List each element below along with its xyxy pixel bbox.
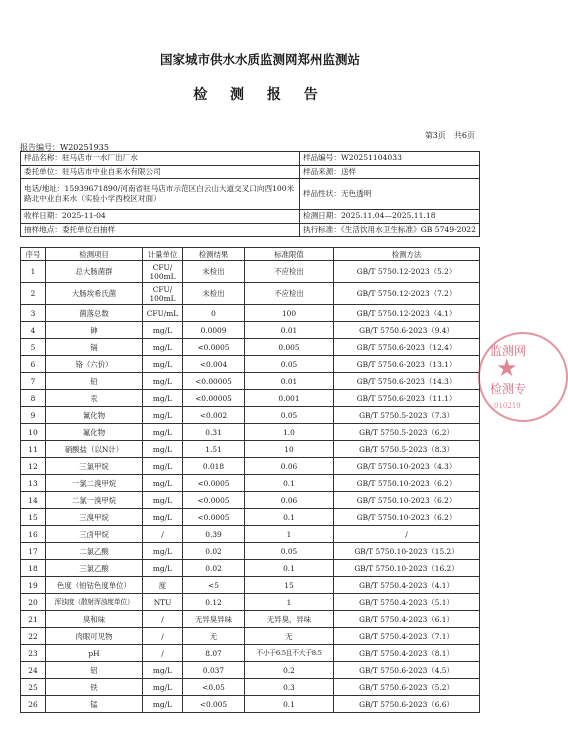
cell-result: 无 (183, 628, 245, 645)
org-title: 国家城市供水水质监测网郑州监测站 (159, 52, 360, 67)
cell-result: 0.02 (183, 560, 245, 577)
cell-item: 铝 (46, 662, 143, 679)
cell-no: 22 (21, 628, 46, 645)
cell-result: <0.0005 (183, 339, 245, 356)
cell-unit: mg/L (143, 458, 183, 475)
cell-unit: mg/L (143, 373, 183, 390)
table-row (21, 662, 480, 679)
cell-unit: CFU/ 100mL (143, 283, 183, 305)
sample-number: 样品编号：W20251104033 (300, 152, 480, 166)
cell-unit: mg/L (143, 475, 183, 492)
cell-no: 10 (21, 424, 46, 441)
page-number: 第3页 共6页 (424, 131, 475, 140)
cell-limit: 1 (245, 526, 334, 543)
cell-method: GB/T 5750.6-2023（6.6） (334, 696, 480, 713)
cell-unit: mg/L (143, 322, 183, 339)
cell-result: 1.51 (183, 441, 245, 458)
table-row (21, 441, 480, 458)
table-row (21, 261, 480, 283)
cell-method: GB/T 5750.6-2023（5.2） (334, 679, 480, 696)
cell-item: 铁 (46, 679, 143, 696)
cell-method: GB/T 5750.12-2023（7.2） (334, 283, 480, 305)
cell-result: <0.05 (183, 679, 245, 696)
client: 委托单位：驻马店市中业自来水有限公司 (21, 165, 300, 179)
cell-result: 0.31 (183, 424, 245, 441)
cell-no: 24 (21, 662, 46, 679)
cell-unit: CFU/ 100mL (143, 261, 183, 283)
cell-method: GB/T 5750.6-2023（12.4） (334, 339, 480, 356)
star-icon: ★ (496, 354, 518, 382)
cell-method: GB/T 5750.12-2023（5.2） (334, 261, 480, 283)
cell-item: 肉眼可见物 (46, 628, 143, 645)
cell-item: 大肠埃希氏菌 (46, 283, 143, 305)
cell-method: GB/T 5750.10-2023（15.2） (334, 543, 480, 560)
table-row (21, 543, 480, 560)
cell-limit: 无 (245, 628, 334, 645)
table-row (21, 492, 480, 509)
cell-method: GB/T 5750.6-2023（11.1） (334, 390, 480, 407)
cell-limit: 10 (245, 441, 334, 458)
cell-result: 0.018 (183, 458, 245, 475)
cell-item: 三卤甲烷 (46, 526, 143, 543)
cell-method: GB/T 5750.6-2023（14.3） (334, 373, 480, 390)
cell-method: GB/T 5750.6-2023（9.4） (334, 322, 480, 339)
cell-item: 铅 (46, 373, 143, 390)
cell-no: 20 (21, 594, 46, 611)
cell-no: 3 (21, 305, 46, 322)
sampling-location: 抽样地点：委托单位自抽样 (21, 223, 300, 237)
table-row (21, 356, 480, 373)
cell-no: 7 (21, 373, 46, 390)
cell-limit: 0.06 (245, 458, 334, 475)
cell-method: GB/T 5750.4-2023（8.1） (334, 645, 480, 662)
cell-item: 菌落总数 (46, 305, 143, 322)
col-header-item: 检测项目 (46, 248, 143, 261)
table-row (21, 679, 480, 696)
cell-item: 二氯一溴甲烷 (46, 492, 143, 509)
stamp-top-text: 监测网 (490, 344, 527, 358)
cell-method: GB/T 5750.10-2023（6.2） (334, 475, 480, 492)
cell-method: GB/T 5750.6-2023（13.1） (334, 356, 480, 373)
table-row (21, 407, 480, 424)
table-row (21, 645, 480, 662)
cell-limit: 100 (245, 305, 334, 322)
col-header-unit: 计量单位 (143, 248, 183, 261)
col-header-no: 序号 (21, 248, 46, 261)
cell-item: 总大肠菌群 (46, 261, 143, 283)
cell-limit: 不应检出 (245, 261, 334, 283)
cell-result: 未检出 (183, 261, 245, 283)
cell-item: 汞 (46, 390, 143, 407)
table-row (21, 305, 480, 322)
cell-no: 19 (21, 577, 46, 594)
cell-method: GB/T 5750.10-2023（16.2） (334, 560, 480, 577)
cell-method: GB/T 5750.4-2023（5.1） (334, 594, 480, 611)
cell-item: 铬（六价） (46, 356, 143, 373)
cell-method: GB/T 5750.4-2023（4.1） (334, 577, 480, 594)
cell-no: 4 (21, 322, 46, 339)
cell-unit: mg/L (143, 390, 183, 407)
cell-unit: mg/L (143, 662, 183, 679)
cell-item: 镉 (46, 339, 143, 356)
cell-limit: 不小于6.5且不大于8.5 (245, 645, 334, 662)
sample-nature: 样品性状：无色透明 (300, 179, 480, 210)
cell-method: GB/T 5750.10-2023（4.3） (334, 458, 480, 475)
cell-result: 8.07 (183, 645, 245, 662)
cell-result: <0.005 (183, 696, 245, 713)
cell-result: <0.00005 (183, 373, 245, 390)
cell-result: <0.0005 (183, 509, 245, 526)
cell-result: <0.00005 (183, 390, 245, 407)
cell-result: 0.39 (183, 526, 245, 543)
table-row (21, 339, 480, 356)
cell-no: 18 (21, 560, 46, 577)
cell-item: 三氯甲烷 (46, 458, 143, 475)
cell-limit: 0.001 (245, 390, 334, 407)
cell-method: GB/T 5750.10-2023（6.2） (334, 509, 480, 526)
cell-unit: mg/L (143, 356, 183, 373)
sample-source: 样品来源：送样 (300, 165, 480, 179)
table-row (21, 475, 480, 492)
table-row (21, 283, 480, 305)
cell-item: 硝酸盐（以N计） (46, 441, 143, 458)
cell-limit: 0.005 (245, 339, 334, 356)
cell-limit: 0.05 (245, 543, 334, 560)
col-header-limit: 标准限值 (245, 248, 334, 261)
cell-unit: / (143, 611, 183, 628)
cell-unit: mg/L (143, 543, 183, 560)
cell-unit: mg/L (143, 696, 183, 713)
table-row (21, 526, 480, 543)
cell-method: GB/T 5750.5-2023（8.3） (334, 441, 480, 458)
results-header-row (21, 248, 480, 261)
cell-result: 0.12 (183, 594, 245, 611)
cell-no: 14 (21, 492, 46, 509)
cell-method: GB/T 5750.6-2023（4.5） (334, 662, 480, 679)
cell-item: 一氯二溴甲烷 (46, 475, 143, 492)
cell-result: <0.004 (183, 356, 245, 373)
cell-no: 9 (21, 407, 46, 424)
cell-limit: 0.1 (245, 696, 334, 713)
cell-limit: 0.05 (245, 407, 334, 424)
cell-no: 13 (21, 475, 46, 492)
cell-item: 三氯乙酸 (46, 560, 143, 577)
table-row (21, 696, 480, 713)
cell-limit: 0.05 (245, 356, 334, 373)
col-header-result: 检测结果 (183, 248, 245, 261)
table-row (21, 577, 480, 594)
cell-limit: 0.06 (245, 492, 334, 509)
cell-limit: 无异臭、异味 (245, 611, 334, 628)
cell-result: <5 (183, 577, 245, 594)
cell-item: 浑浊度（散射浑浊度单位） (46, 594, 143, 611)
cell-result: 无异臭异味 (183, 611, 245, 628)
red-seal-stamp (478, 332, 568, 422)
cell-no: 21 (21, 611, 46, 628)
cell-no: 16 (21, 526, 46, 543)
report-number: 报告编号：W20251935 (20, 143, 109, 152)
cell-item: 臭和味 (46, 611, 143, 628)
cell-no: 12 (21, 458, 46, 475)
cell-limit: 不应检出 (245, 283, 334, 305)
cell-limit: 0.01 (245, 322, 334, 339)
cell-result: <0.0005 (183, 492, 245, 509)
stamp-bottom-text: 检测专 (490, 382, 527, 396)
cell-item: 三溴甲烷 (46, 509, 143, 526)
cell-unit: mg/L (143, 509, 183, 526)
cell-unit: / (143, 645, 183, 662)
received-date: 收样日期：2025-11-04 (21, 210, 300, 224)
cell-item: 砷 (46, 322, 143, 339)
sample-name: 样品名称：驻马店市一水厂出厂水 (21, 152, 300, 166)
cell-item: 氟化物 (46, 424, 143, 441)
cell-no: 15 (21, 509, 46, 526)
report-title: 检 测 报 告 (193, 87, 327, 103)
cell-limit: 0.01 (245, 373, 334, 390)
cell-unit: mg/L (143, 424, 183, 441)
results-table (20, 247, 480, 713)
col-header-method: 检测方法 (334, 248, 480, 261)
cell-no: 23 (21, 645, 46, 662)
cell-result: <0.002 (183, 407, 245, 424)
cell-result: 0 (183, 305, 245, 322)
cell-unit: mg/L (143, 560, 183, 577)
cell-unit: mg/L (143, 679, 183, 696)
cell-limit: 0.1 (245, 509, 334, 526)
table-row (21, 458, 480, 475)
cell-no: 17 (21, 543, 46, 560)
cell-unit: 度 (143, 577, 183, 594)
cell-item: 锰 (46, 696, 143, 713)
stamp-number: 010219 (494, 402, 521, 410)
cell-unit: / (143, 628, 183, 645)
cell-unit: mg/L (143, 407, 183, 424)
cell-result: <0.0005 (183, 475, 245, 492)
cell-result: 0.0009 (183, 322, 245, 339)
table-row (21, 628, 480, 645)
table-row (21, 560, 480, 577)
cell-limit: 0.3 (245, 679, 334, 696)
cell-method: GB/T 5750.5-2023（6.2） (334, 424, 480, 441)
cell-method: GB/T 5750.4-2023（6.1） (334, 611, 480, 628)
sample-info-table (20, 151, 480, 237)
cell-unit: CFU/mL (143, 305, 183, 322)
cell-unit: mg/L (143, 339, 183, 356)
table-row (21, 594, 480, 611)
cell-method: GB/T 5750.12-2023（4.1） (334, 305, 480, 322)
table-row (21, 611, 480, 628)
cell-no: 2 (21, 283, 46, 305)
cell-no: 25 (21, 679, 46, 696)
cell-limit: 1 (245, 594, 334, 611)
cell-limit: 1.0 (245, 424, 334, 441)
cell-item: 二氯乙酸 (46, 543, 143, 560)
cell-limit: 15 (245, 577, 334, 594)
table-row (21, 373, 480, 390)
cell-no: 26 (21, 696, 46, 713)
cell-unit: mg/L (143, 492, 183, 509)
contact-address: 电话/地址：15939671890/河南省驻马店市示范区白云山大道交叉口向西100米路北中业自来水（实验小学西校区对面） (21, 179, 300, 210)
table-row (21, 424, 480, 441)
cell-no: 1 (21, 261, 46, 283)
cell-method: / (334, 526, 480, 543)
cell-limit: 0.2 (245, 662, 334, 679)
table-row (21, 390, 480, 407)
cell-no: 8 (21, 390, 46, 407)
applied-standard: 执行标准：《生活饮用水卫生标准》GB 5749-2022 (300, 223, 480, 237)
cell-unit: NTU (143, 594, 183, 611)
cell-no: 5 (21, 339, 46, 356)
cell-item: pH (46, 645, 143, 662)
cell-no: 11 (21, 441, 46, 458)
cell-item: 氰化物 (46, 407, 143, 424)
cell-unit: mg/L (143, 441, 183, 458)
test-date: 检测日期：2025.11.04—2025.11.18 (300, 210, 480, 224)
cell-result: 0.037 (183, 662, 245, 679)
cell-limit: 0.1 (245, 560, 334, 577)
cell-result: 0.02 (183, 543, 245, 560)
table-row (21, 509, 480, 526)
cell-method: GB/T 5750.4-2023（7.1） (334, 628, 480, 645)
cell-no: 6 (21, 356, 46, 373)
cell-limit: 0.1 (245, 475, 334, 492)
cell-method: GB/T 5750.5-2023（7.3） (334, 407, 480, 424)
cell-method: GB/T 5750.10-2023（6.2） (334, 492, 480, 509)
cell-unit: / (143, 526, 183, 543)
cell-item: 色度（铂钴色度单位） (46, 577, 143, 594)
table-row (21, 322, 480, 339)
cell-result: 未检出 (183, 283, 245, 305)
